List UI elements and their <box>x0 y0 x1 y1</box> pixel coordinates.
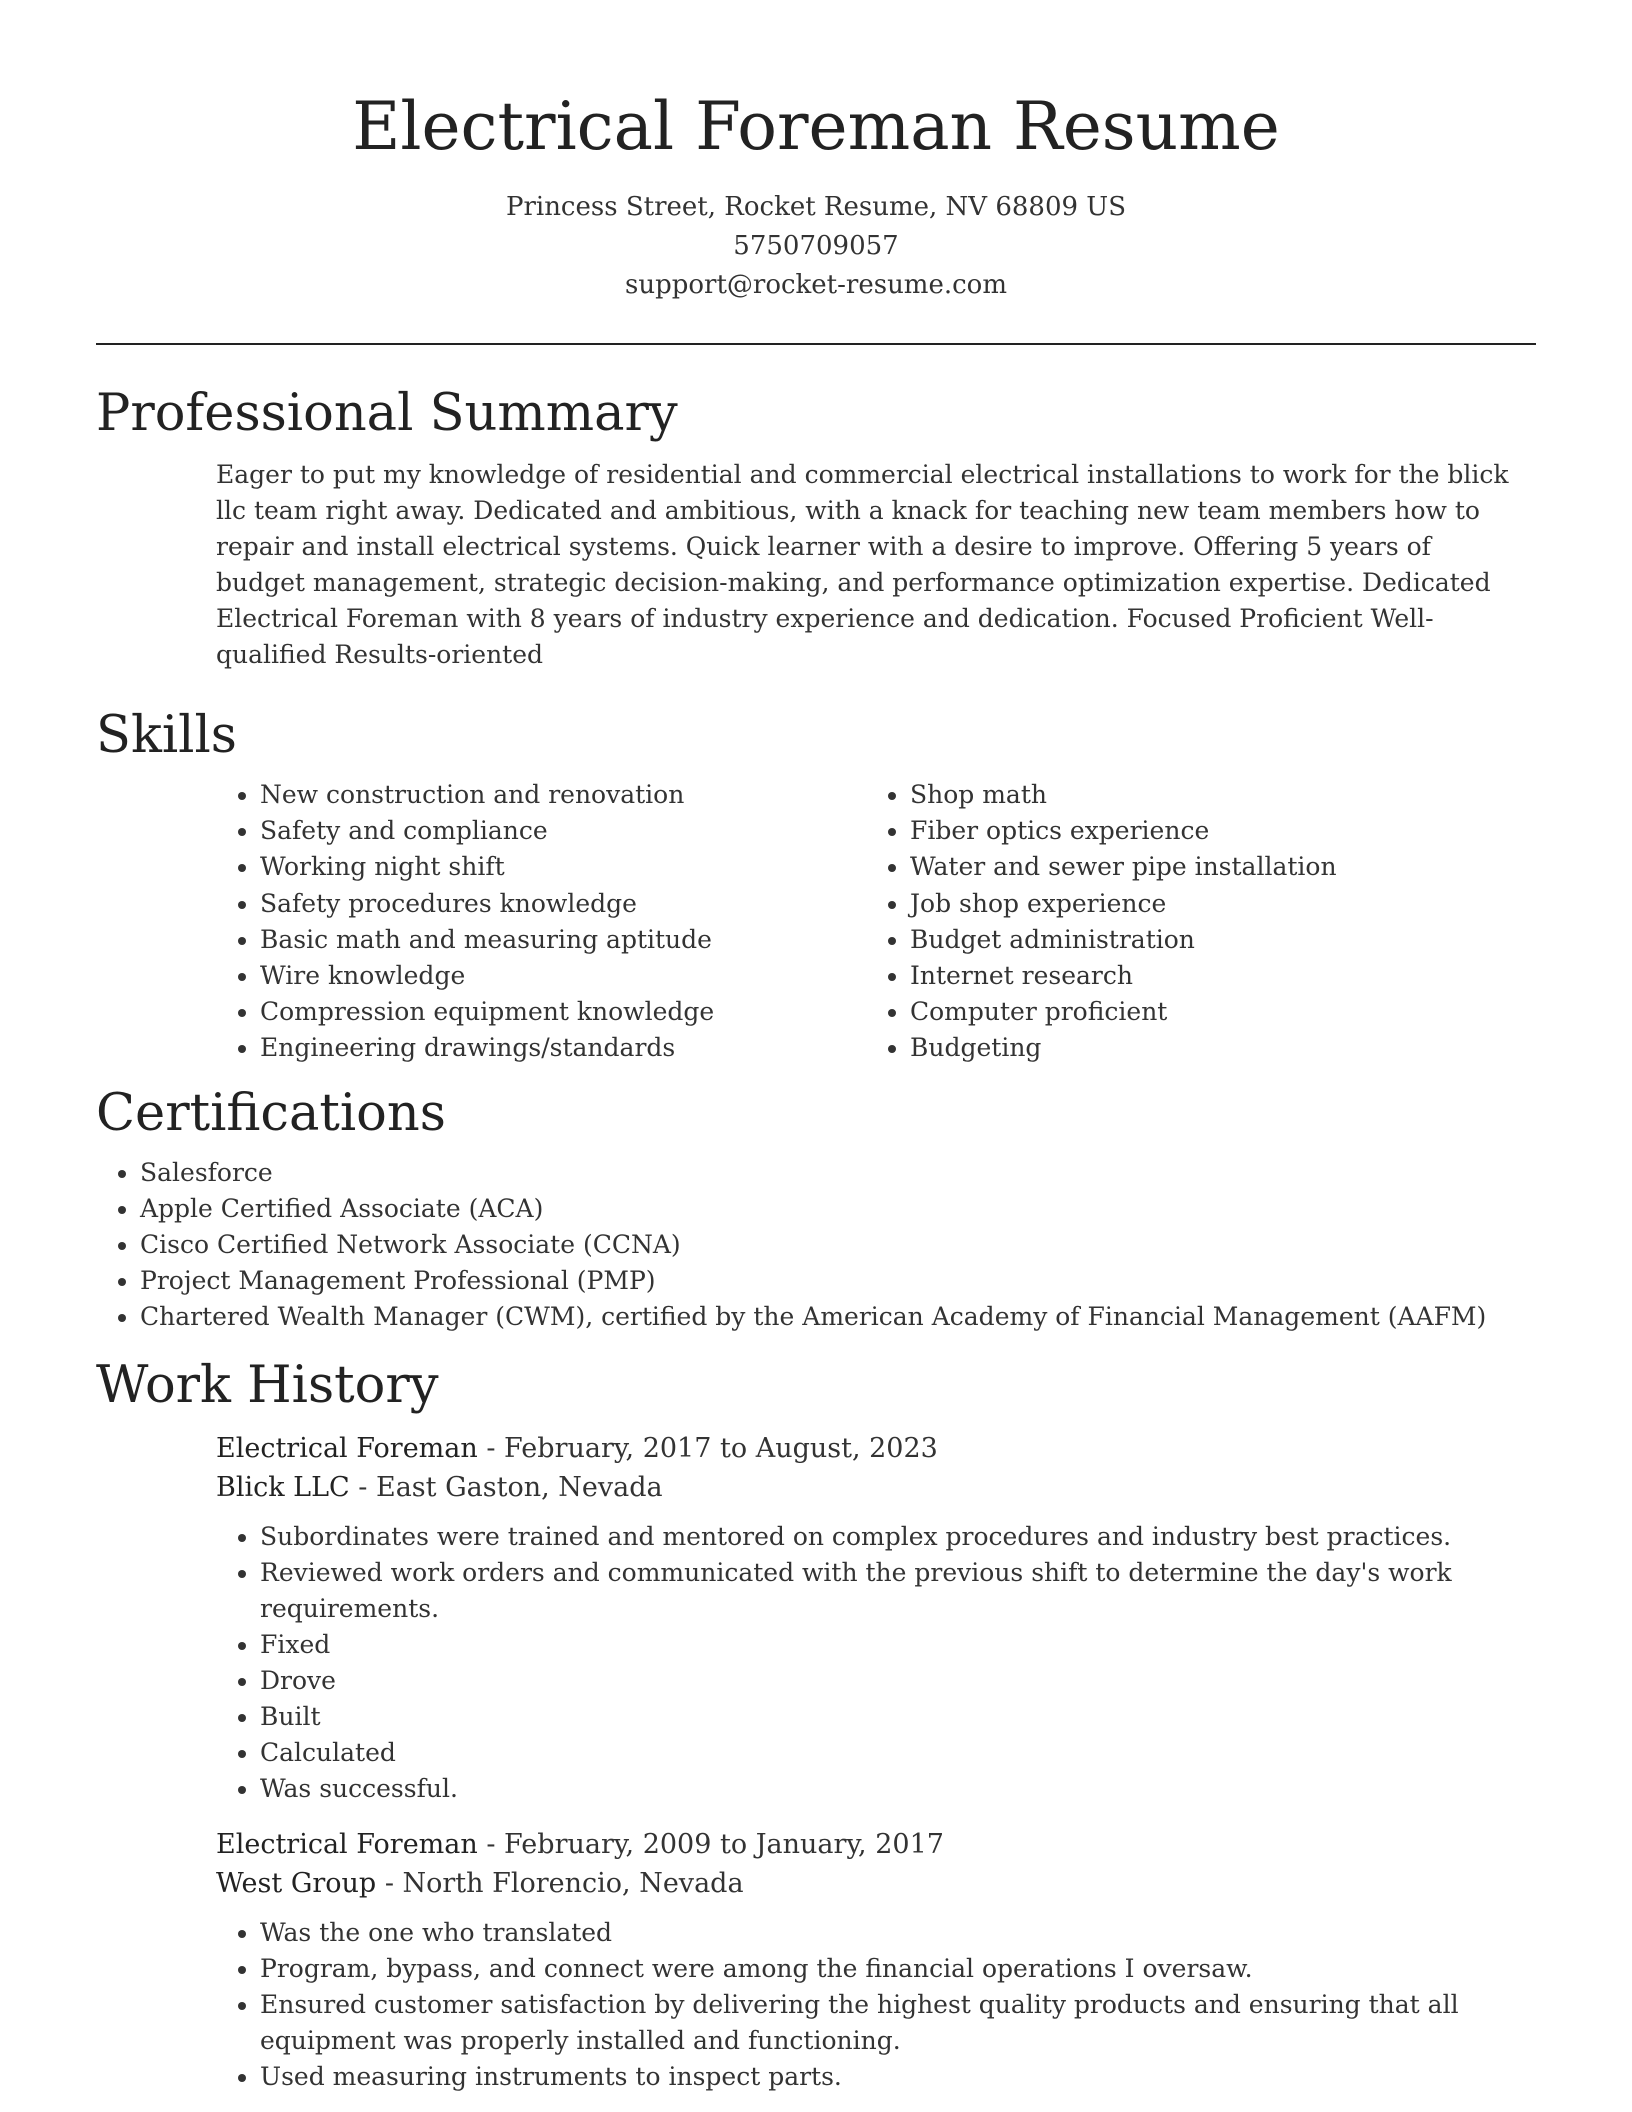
job-location: - East Gaston, Nevada <box>349 1471 663 1503</box>
job-bullet: • Ensured customer satisfaction by delivering the highest quality products and ensuring that all equipment was properly installed and functioning. <box>260 1987 1540 2059</box>
resume-title: Electrical Foreman Resume <box>352 88 1280 165</box>
skill-item: • Compression equipment knowledge <box>260 994 866 1030</box>
contact-block <box>96 188 1536 305</box>
skills-column-1 <box>216 777 866 1067</box>
certification-item: • Cisco Certified Network Associate (CCNA) <box>140 1227 1536 1263</box>
skill-item: • Job shop experience <box>910 886 1510 922</box>
job-entry <box>216 1825 1536 2095</box>
skills-column-2 <box>866 777 1510 1067</box>
contact-address: Princess Street, Rocket Resume, NV 68809 US <box>505 192 1127 222</box>
job-title-line <box>216 1429 1536 1468</box>
job-company-line <box>216 1864 1536 1903</box>
job-bullet: • Built <box>260 1699 1540 1735</box>
certifications-heading: Certifications <box>96 1083 446 1143</box>
job-bullet: • Was successful. <box>260 1771 1540 1807</box>
job-company: Blick LLC <box>216 1471 350 1503</box>
skill-item: • Budgeting <box>910 1030 1510 1066</box>
job-bullet: • Reviewed work orders and communicated with the previous shift to determine the day's work requirements. <box>260 1555 1540 1627</box>
job-title: Electrical Foreman <box>216 1432 478 1464</box>
skills-heading: Skills <box>96 706 237 765</box>
contact-email: support@rocket-resume.com <box>624 270 1007 300</box>
job-bullet: • Subordinates were trained and mentored on complex procedures and industry best practices. <box>260 1519 1540 1555</box>
job-dates: - February, 2009 to January, 2017 <box>477 1828 944 1860</box>
job-bullet: • Drove <box>260 1663 1540 1699</box>
skill-item: • Wire knowledge <box>260 958 866 994</box>
summary-text: Eager to put my knowledge of residential and commercial electrical installations to work for the blick llc team right away. Dedicated and ambitious, with a knack for teaching new team members how to repair and install electrical systems. Quick learner with a desire to improve. Offering 5 years of budget management, strategic decision-making, and performance optimization expertise. Dedicated Electrical Foreman with 8 years of industry experience and dedication. Focused Proficient Well-qualified Results-oriented <box>216 460 1509 669</box>
job-bullet: • Program, bypass, and connect were among the financial operations I oversaw. <box>260 1951 1540 1987</box>
job-location: - North Florencio, Nevada <box>376 1867 744 1899</box>
certification-item: • Chartered Wealth Manager (CWM), certified by the American Academy of Financial Management (AAFM) <box>140 1299 1536 1335</box>
job-title-line <box>216 1825 1536 1864</box>
skill-item: • Working night shift <box>260 849 866 885</box>
skill-item: • Internet research <box>910 958 1510 994</box>
certifications-list <box>96 1155 1536 1335</box>
certification-item: • Project Management Professional (PMP) <box>140 1263 1536 1299</box>
job-bullet: • Calculated <box>260 1735 1540 1771</box>
summary-heading: Professional Summary <box>96 384 678 443</box>
skill-item: • Safety procedures knowledge <box>260 886 866 922</box>
job-dates: - February, 2017 to August, 2023 <box>477 1432 938 1464</box>
job-bullet: • Was the one who translated <box>260 1915 1540 1951</box>
job-company: West Group <box>216 1867 377 1899</box>
skill-item: • New construction and renovation <box>260 777 866 813</box>
job-company-line <box>216 1468 1536 1507</box>
job-bullet: • Used measuring instruments to inspect parts. <box>260 2059 1540 2095</box>
certification-item: • Salesforce <box>140 1155 1536 1191</box>
header-divider <box>96 343 1536 345</box>
skills-list <box>216 777 1536 1067</box>
certification-item: • Apple Certified Associate (ACA) <box>140 1191 1536 1227</box>
resume-page <box>96 0 1536 2095</box>
skill-item: • Engineering drawings/standards <box>260 1030 866 1066</box>
skill-item: • Shop math <box>910 777 1510 813</box>
skill-item: • Budget administration <box>910 922 1510 958</box>
skill-item: • Safety and compliance <box>260 813 866 849</box>
work-history-heading: Work History <box>96 1355 439 1415</box>
skill-item: • Water and sewer pipe installation <box>910 849 1510 885</box>
job-entry <box>216 1429 1536 1807</box>
job-bullet: • Fixed <box>260 1627 1540 1663</box>
skill-item: • Computer proficient <box>910 994 1510 1030</box>
skill-item: • Fiber optics experience <box>910 813 1510 849</box>
contact-phone: 5750709057 <box>733 231 899 261</box>
skill-item: • Basic math and measuring aptitude <box>260 922 866 958</box>
job-bullets <box>216 1915 1540 2095</box>
job-bullets <box>216 1519 1540 1807</box>
job-title: Electrical Foreman <box>216 1828 478 1860</box>
